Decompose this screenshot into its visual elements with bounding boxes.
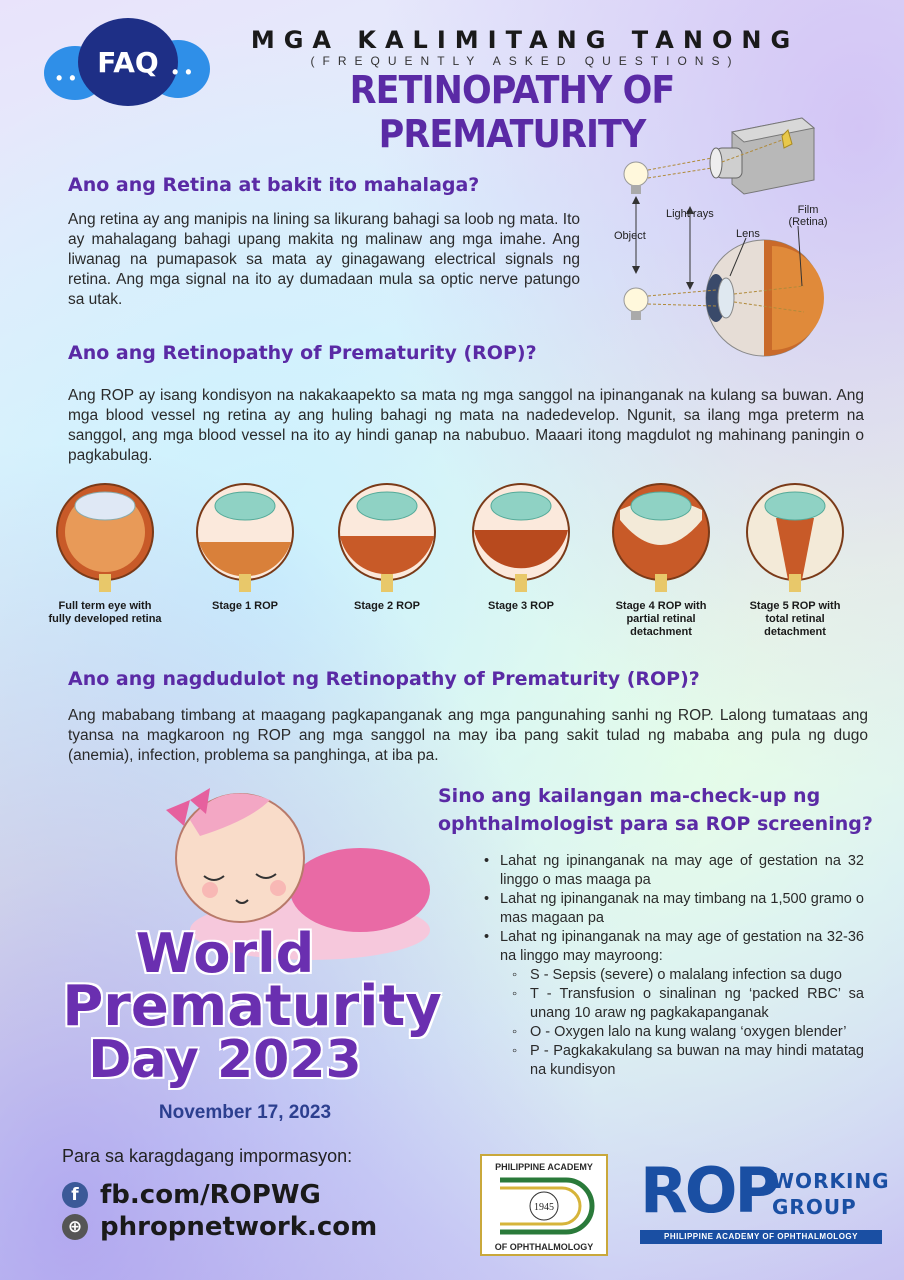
rop-logo-group: GROUP <box>772 1195 857 1219</box>
pao-logo-bottom: OF OPHTHALMOLOGY <box>494 1242 594 1252</box>
stage-label-line1: Stage 2 ROP <box>353 600 421 612</box>
stop-sublist <box>500 966 864 1080</box>
label-retina: (Retina) <box>788 216 828 228</box>
dots-right-icon: • • <box>172 62 193 82</box>
answer-rop: Ang ROP ay isang kondisyon na nakakaapekto sa mata ng mga sanggol na ipinanganak na kulang sa buwan. Ang mga blood vessel ng retina ay ang huling bahagi ng mata na nadedevelop. Ngunit, sa ilang mga preterm na sanggol, ang mga blood vessel na ito ay hindi ganap na nabubuo. Maaari itong magdulot ng mahinang paningin o pagkabulag. <box>68 387 864 464</box>
rop-logo-text: ROP <box>640 1154 777 1227</box>
event-title-line2: Prematurity <box>62 974 442 1039</box>
question-retina: Ano ang Retina at bakit ito mahalaga? <box>68 174 480 196</box>
list-item <box>484 928 864 1080</box>
eye-camera-diagram <box>612 110 892 360</box>
faq-badge: FAQ <box>97 46 159 79</box>
stage-label-line3: detachment <box>764 626 826 638</box>
facebook-contact[interactable] <box>62 1180 321 1210</box>
screening-list <box>484 852 864 1080</box>
eye-cross-section-icon <box>740 480 850 592</box>
stage-label-line2: fully developed retina <box>48 613 162 625</box>
dots-left-icon: • • <box>56 68 77 88</box>
question-causes: Ano ang nagdudulot ng Retinopathy of Prematurity (ROP)? <box>68 668 700 690</box>
rop-logo-working: WORKING <box>772 1169 890 1193</box>
stage-5 <box>730 480 860 639</box>
stage-label-line3: detachment <box>630 626 692 638</box>
rop-stages <box>40 480 870 660</box>
eye-cross-section-icon <box>50 480 160 592</box>
event-date: November 17, 2023 <box>158 1102 332 1123</box>
screening-question-line2: ophthalmologist para sa ROP screening? <box>438 813 873 835</box>
eye-cross-section-icon <box>190 480 300 592</box>
sub-item: ◦ P - Pagkakakulang sa buwan na may hindi matatag na kundisyon <box>500 1042 864 1080</box>
event-title-line1: World <box>135 922 315 985</box>
website-link[interactable]: phropnetwork.com <box>100 1212 378 1242</box>
event-title-line3: Day 2023 <box>88 1030 362 1090</box>
facebook-icon: f <box>62 1182 88 1208</box>
label-object: Object <box>614 230 646 242</box>
website-contact[interactable] <box>62 1212 377 1242</box>
contact-label: Para sa karagdagang impormasyon: <box>62 1146 353 1166</box>
stage-label-line1: Full term eye with <box>58 600 152 612</box>
eye-cross-section-icon <box>606 480 716 592</box>
stage-label-line1: Stage 3 ROP <box>487 600 555 612</box>
title-sub: (FREQUENTLY ASKED QUESTIONS) <box>310 54 740 68</box>
label-light-rays: Light rays <box>666 208 714 220</box>
eye-cross-section-icon <box>332 480 442 592</box>
pao-logo <box>480 1154 608 1256</box>
screening-question-line1: Sino ang kailangan ma-check-up ng <box>438 785 821 807</box>
pao-emblem-icon <box>482 1174 606 1240</box>
rop-working-group-logo <box>640 1154 890 1248</box>
eye-cross-section-icon <box>466 480 576 592</box>
sub-item: ◦ S - Sepsis (severe) o malalang infection sa dugo <box>500 966 864 985</box>
rop-logo-bar: PHILIPPINE ACADEMY OF OPHTHALMOLOGY <box>640 1230 882 1244</box>
label-film: Film <box>797 204 819 216</box>
stage-label-line2: partial retinal <box>626 613 696 625</box>
page-title: RETINOPATHY OF PREMATURITY <box>349 68 675 156</box>
stage-3 <box>456 480 586 613</box>
list-item: • Lahat ng ipinanganak na may age of gestation na 32 linggo o mas maaga pa <box>484 852 864 890</box>
pao-logo-top: PHILIPPINE ACADEMY <box>495 1162 593 1172</box>
list-item-text: Lahat ng ipinanganak na may age of gestation na 32-36 na linggo may mayroong: <box>500 929 864 964</box>
globe-icon: ⊕ <box>62 1214 88 1240</box>
faq-logo <box>44 18 214 118</box>
stage-label-line1: Stage 1 ROP <box>211 600 279 612</box>
sub-item: ◦ O - Oxygen lalo na kung walang ‘oxygen blender’ <box>500 1023 864 1042</box>
stage-label-line2: total retinal <box>765 613 825 625</box>
answer-retina: Ang retina ay ang manipis na lining sa likurang bahagi sa loob ng mata. Ito ay mahalagang bahagi upang makita ng malinaw ang mga imahe. Ang liwanag na pumapasok sa mata ay ginagawang electrical signals ng retina. Ang mga signal na ito ay dumadaan mula sa optic nerve patungo sa utak. <box>68 211 580 308</box>
stage-4 <box>596 480 726 639</box>
stage-label-line1: Stage 5 ROP with <box>749 600 841 612</box>
list-item: • Lahat ng ipinanganak na may timbang na 1,500 gramo o mas magaan pa <box>484 890 864 928</box>
facebook-link[interactable]: fb.com/ROPWG <box>100 1180 321 1210</box>
sub-item: ◦ T - Transfusion o sinalinan ng ‘packed RBC’ sa unang 10 araw ng pagkakapanganak <box>500 985 864 1023</box>
stage-label-line1: Stage 4 ROP with <box>615 600 707 612</box>
stage-full-term <box>40 480 170 626</box>
pao-year: 1945 <box>534 1202 554 1213</box>
answer-causes: Ang mababang timbang at maagang pagkapanganak ang mga pangunahing sanhi ng ROP. Lalong tumataas ang tyansa na magkaroon ng ROP ang mga sanggol na may iba pang sakit tulad ng mababa ang pula ng dugo (anemia), infection, problema sa panghinga, at iba pa. <box>68 707 868 764</box>
stage-2 <box>322 480 452 613</box>
label-lens: Lens <box>736 228 760 240</box>
title-top: MGA KALIMITANG TANONG <box>250 26 800 54</box>
question-rop: Ano ang Retinopathy of Prematurity (ROP)? <box>68 342 537 364</box>
question-screening <box>438 782 888 838</box>
stage-1 <box>180 480 310 613</box>
